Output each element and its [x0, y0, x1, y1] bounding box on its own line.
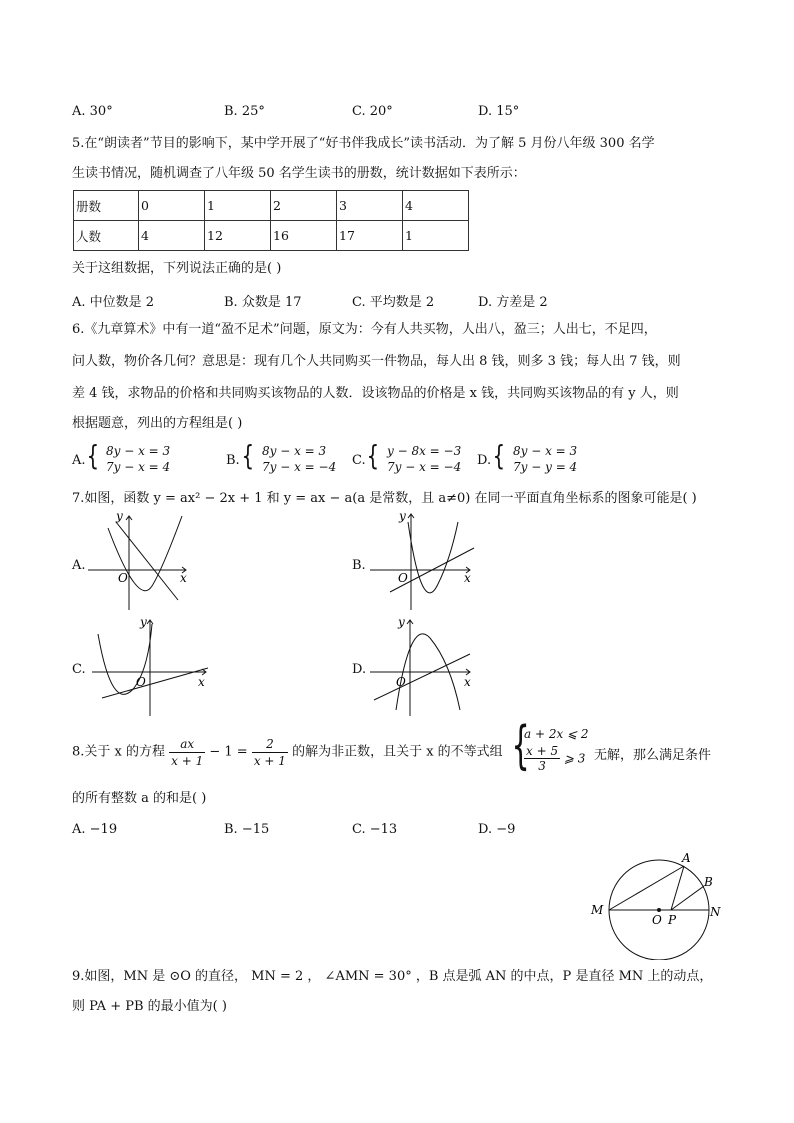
brace-icon: { [86, 439, 100, 472]
table-cell: 4 [139, 221, 205, 251]
q7-stem: 7.如图，函数 y = ax² − 2x + 1 和 y = ax − a(a 是常数，且 a≠0) 在同一平面直角坐标系的图象可能是( ) [72, 491, 697, 506]
q5-stem-line2: 生读书情况，随机调查了八年级 50 名学生读书的册数，统计数据如下表所示： [72, 166, 526, 181]
point-m-label: M [591, 903, 604, 917]
q6-line4: 根据题意，列出的方程组是( ) [72, 416, 243, 431]
q9-circle-figure [586, 848, 726, 960]
table-cell: 12 [205, 221, 271, 251]
q8-inequality-2: $\frac{x + 5}{3}$ ⩾ 3 [526, 744, 586, 773]
origin-label: O [398, 571, 408, 585]
q5-option-d: D. 方差是 2 [478, 295, 548, 310]
q6-option-a-label: A. [72, 453, 86, 468]
axis-x-label: x [464, 675, 471, 689]
table-cell: 1 [205, 191, 271, 221]
q6-option-d-system: 8y − x = 3 7y − y = 4 [513, 444, 578, 474]
q4-option-d: D. 15° [478, 104, 520, 119]
point-a-label: A [682, 851, 691, 865]
q7-label-b: B. [352, 558, 366, 573]
table-row [74, 191, 469, 221]
table-cell: 人数 [74, 221, 139, 251]
q8-fraction-2: $\frac{2}{x + 1}$ [253, 737, 286, 768]
brace-icon: { [511, 716, 530, 776]
axis-y-label: y [116, 509, 123, 523]
table-cell: 3 [337, 191, 403, 221]
q8-line2: 的所有整数 a 的和是( ) [72, 791, 207, 806]
q8-stem-tail: 无解，那么满足条件 [594, 748, 712, 763]
table-cell: 0 [139, 191, 205, 221]
q6-line1: 6.《九章算术》中有一道“盈不足术”问题，原文为：今有人共买物，人出八，盈三；人出七，不足四， [72, 322, 657, 337]
table-cell: 2 [271, 191, 337, 221]
q5-option-a: A. 中位数是 2 [72, 295, 155, 310]
q8-option-b: B. −15 [224, 822, 270, 837]
table-cell: 1 [403, 221, 469, 251]
brace-icon: { [366, 439, 380, 472]
q8-fraction-1: $\frac{ax}{x + 1}$ [171, 737, 204, 768]
q4-option-a: A. 30° [72, 104, 113, 119]
q4-option-c: C. 20° [352, 104, 393, 119]
q6-line3: 差 4 钱，求物品的价格和共同购买该物品的人数．设该物品的价格是 x 钱，共同购买该物品的有 y 人，则 [72, 386, 679, 401]
q6-option-a-system: 8y − x = 3 7y − x = 4 [106, 444, 171, 474]
table-row [74, 221, 469, 251]
q8-stem-line1: 8.关于 x 的方程 $\frac{ax}{x + 1}$ − 1 = $\frac{2}{x + 1}$ 的解为非正数，且关于 x 的不等式组 [72, 737, 503, 768]
q8-inequality-1: a + 2x ⩽ 2 [524, 727, 589, 741]
q7-graph-d [366, 614, 481, 718]
q9-line2: 则 PA + PB 的最小值为( ) [72, 999, 227, 1014]
q4-option-b: B. 25° [224, 104, 265, 119]
axis-x-label: x [464, 571, 471, 585]
q5-question: 关于这组数据，下列说法正确的是( ) [72, 261, 282, 276]
table-cell: 17 [337, 221, 403, 251]
point-n-label: N [710, 905, 721, 919]
q5-option-c: C. 平均数是 2 [352, 295, 435, 310]
q7-label-d: D. [352, 662, 367, 677]
table-cell: 16 [271, 221, 337, 251]
q7-graph-c [88, 614, 210, 718]
q8-option-d: D. −9 [478, 822, 516, 837]
q7-graph-b [366, 508, 481, 613]
axis-x-label: x [180, 571, 187, 585]
q6-option-b-label: B. [226, 453, 240, 468]
q9-line1: 9.如图，MN 是 ⊙O 的直径， MN = 2 ， ∠AMN = 30° ，B 点是弧 AN 的中点，P 是直径 MN 上的动点， [72, 969, 713, 984]
q6-option-c-system: y − 8x = −3 7y − x = −4 [387, 444, 462, 474]
q7-label-a: A. [72, 558, 86, 573]
axis-y-label: y [398, 615, 405, 629]
brace-icon: { [492, 439, 506, 472]
point-o-label: O [652, 913, 662, 927]
table-cell: 册数 [74, 191, 139, 221]
origin-label: O [396, 675, 406, 689]
table-cell: 4 [403, 191, 469, 221]
axis-x-label: x [198, 675, 205, 689]
point-b-label: B [704, 875, 713, 889]
q6-line2: 问人数，物价各几何？意思是：现有几个人共同购买一件物品，每人出 8 钱，则多 3 钱；每人出 7 钱，则 [72, 354, 681, 369]
q6-option-b-system: 8y − x = 3 7y − x = −4 [262, 444, 337, 474]
q6-option-d-label: D. [477, 453, 492, 468]
q5-frequency-table [73, 190, 469, 251]
q5-option-b: B. 众数是 17 [224, 295, 302, 310]
q8-option-a: A. −19 [72, 822, 118, 837]
q7-label-c: C. [72, 662, 86, 677]
point-p-label: P [668, 913, 677, 927]
origin-label: O [118, 571, 128, 585]
q7-graph-a [86, 508, 196, 613]
axis-y-label: y [399, 509, 406, 523]
origin-label: O [136, 675, 146, 689]
brace-icon: { [241, 439, 255, 472]
axis-y-label: y [140, 615, 147, 629]
q6-option-c-label: C. [352, 453, 366, 468]
q5-stem-line1: 5.在“朗读者”节目的影响下，某中学开展了“好书伴我成长”读书活动．为了解 5 月份八年级 300 名学 [72, 136, 655, 151]
q8-option-c: C. −13 [352, 822, 398, 837]
